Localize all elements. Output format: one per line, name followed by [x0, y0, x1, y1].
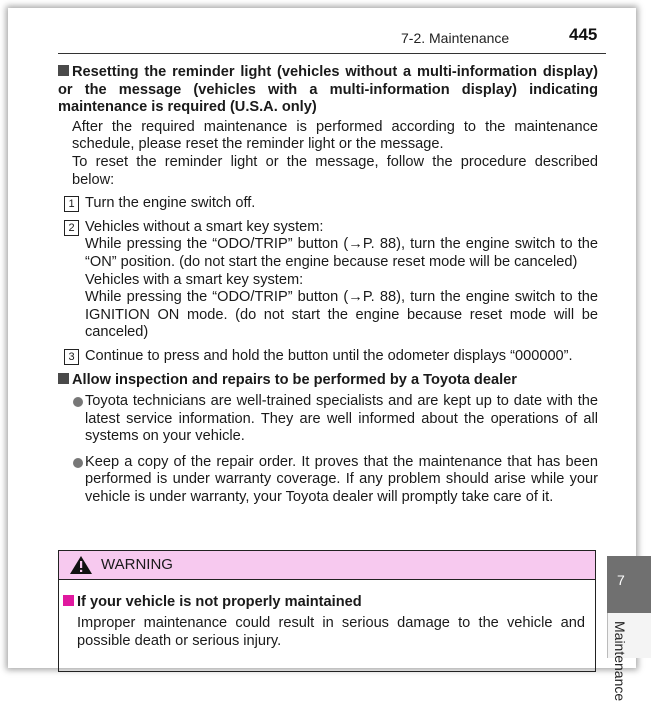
warning-label: WARNING: [101, 556, 173, 573]
warning-heading-text: If your vehicle is not properly maintained: [77, 594, 362, 610]
page-content: [58, 64, 598, 507]
header-divider: [58, 53, 606, 54]
step-line: Turn the engine switch off.: [85, 195, 256, 212]
step-line: While pressing the “ODO/TRIP” button (→P. 88), turn the engine switch to the “ON” position. (do not start the engine because reset mode will be canceled): [85, 236, 598, 270]
bullet-text: Toyota technicians are well-trained specialists and are kept up to date with the latest service information. They are well informed about the operations of all systems on your vehicle.: [85, 393, 598, 445]
step-item: [58, 219, 598, 342]
step-item: [58, 348, 598, 366]
section-heading-text: Resetting the reminder light (vehicles without a multi-information display) or the message (vehicles with a multi-information display) indicating maintenance is required (U.S.A. only): [58, 64, 598, 116]
step-line: Vehicles without a smart key system:: [85, 218, 324, 235]
paragraph: To reset the reminder light or the message, follow the procedure described below:: [72, 153, 598, 188]
bullet-item: [58, 454, 598, 507]
bullet-item: [58, 393, 598, 446]
round-bullet-icon: [73, 397, 83, 407]
section-heading-inspection: [58, 372, 598, 390]
warning-triangle-icon: [69, 555, 93, 575]
section-heading-text: Allow inspection and repairs to be performed by a Toyota dealer: [72, 371, 517, 388]
section-heading-reset: [58, 64, 598, 117]
warning-heading: [63, 594, 362, 610]
step-line: Continue to press and hold the button until the odometer displays “000000”.: [85, 347, 573, 364]
step-item: [58, 195, 598, 213]
square-bullet-icon: [58, 373, 69, 384]
square-bullet-icon: [58, 65, 69, 76]
step-number: 1: [64, 196, 79, 212]
section-header: 7-2. Maintenance: [401, 30, 510, 46]
bullet-text: Keep a copy of the repair order. It proves that the maintenance that has been performed is under warranty coverage. If any problem should arise while your vehicle is under warranty, your Toyota dealer will promptly take care of it.: [85, 453, 598, 506]
chapter-tab: [607, 556, 651, 613]
chapter-tab-label: [607, 613, 651, 701]
paragraph: After the required maintenance is performed according to the maintenance schedule, please reset the reminder light or the message.: [72, 118, 598, 153]
page-number: 445: [569, 25, 598, 44]
step-number: 3: [64, 349, 79, 365]
step-line: While pressing the “ODO/TRIP” button (→P. 88), turn the engine switch to the IGNITION ON mode. (do not start the engine because reset mode will be canceled): [85, 289, 598, 341]
chapter-number: 7: [617, 572, 625, 588]
step-line: Vehicles with a smart key system:: [85, 271, 304, 288]
round-bullet-icon: [73, 458, 83, 468]
square-bullet-icon: [63, 595, 74, 606]
warning-header: [59, 551, 595, 580]
step-number: 2: [64, 220, 79, 236]
warning-body: Improper maintenance could result in serious damage to the vehicle and possible death or serious injury.: [77, 615, 585, 649]
chapter-label: Maintenance: [612, 621, 628, 701]
